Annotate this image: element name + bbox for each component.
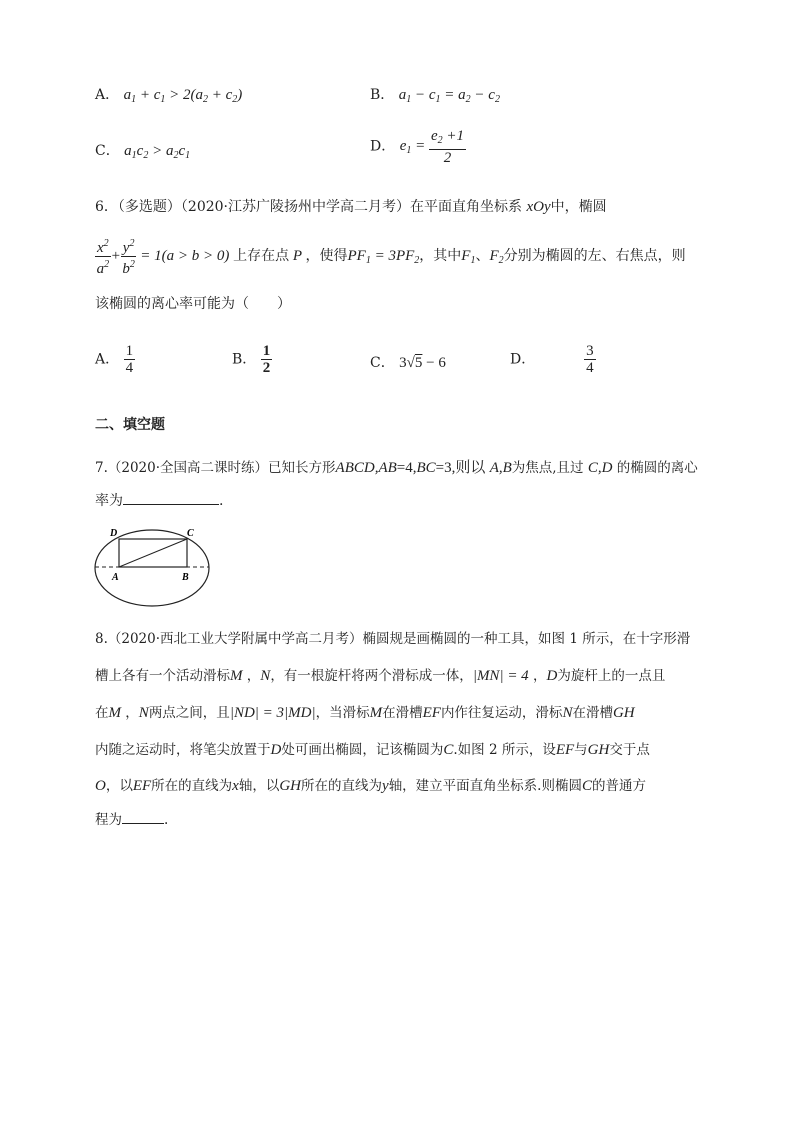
question-text: ，以 (105, 778, 133, 794)
q5-option-c (95, 140, 190, 161)
question-text: 两点之间，且 (148, 705, 230, 721)
q8-line5 (95, 774, 646, 795)
option-label: B． (232, 351, 257, 368)
math-expression: $a_1 + c_1 > 2(a_2 + c_2)$ (123, 87, 243, 105)
math-expression: $e_1$ = $\frac{e_2 +1}{2}$ (399, 128, 465, 166)
label-c: C (187, 528, 194, 539)
math-mn-length: |MN| = 4 (472, 668, 529, 684)
q5-option-a (95, 84, 242, 105)
math-f1: $F_1$ (461, 247, 476, 266)
question-text: . (164, 812, 169, 828)
math-m: M (230, 668, 243, 684)
answer-blank[interactable] (123, 490, 219, 505)
question-text: ，其中 (419, 247, 462, 264)
question-text: 与 (574, 742, 588, 758)
question-text: 在滑槽 (572, 705, 613, 721)
q8-line3: 在M ，N两点之间，且|ND| = 3|MD|，当滑标M在滑槽EF内作往复运动，滑标N在滑槽GH (95, 705, 635, 721)
math-pf-relation: $PF_1 = 3PF_2$ (347, 247, 420, 266)
section-title: 二、填空题 (95, 417, 165, 433)
math-ef: EF (132, 778, 152, 794)
math-fraction: $\frac{1}{4}$ (125, 343, 134, 376)
label-b: B (182, 572, 189, 583)
question-text: 上存在点 (233, 247, 290, 264)
math-n: N (138, 705, 149, 721)
q7-line2 (95, 490, 223, 510)
question-text: 处可画出椭圆，记该椭圆为 (281, 742, 444, 758)
q6-option-b (232, 343, 272, 376)
math-text: BC (416, 460, 436, 476)
math-c: C (581, 778, 592, 794)
math-o: O (95, 778, 106, 794)
option-label: C． (370, 355, 395, 371)
q6-line3 (95, 293, 291, 313)
q7-line1 (95, 456, 698, 477)
math-xoy: xOy (526, 199, 551, 215)
option-label: C． (95, 143, 120, 159)
question-text: 中，椭圆 (550, 199, 607, 215)
q6-option-a (95, 343, 135, 376)
ellipse (95, 530, 209, 606)
question-text: 分别为椭圆的左、右焦点，则 (503, 247, 686, 264)
math-ef: EF (422, 705, 441, 721)
math-gh: GH (612, 705, 635, 721)
q6-option-c (370, 352, 446, 372)
question-text: 内随之运动时，将笔尖放置于 (95, 742, 271, 758)
question-text: 槽上各有一个活动滑标 (95, 668, 230, 684)
question-text: ，当滑标 (315, 705, 370, 721)
question-text: .如图 2 所示，设 (453, 742, 556, 758)
question-text: 7.（2020·全国高二课时练）已知长方形 (95, 460, 336, 476)
question-text: ，使得 (305, 247, 348, 264)
question-text: 在滑槽 (382, 705, 423, 721)
question-text: 的椭圆的离心 (616, 460, 698, 476)
math-m: M (108, 705, 121, 721)
q6-option-d (510, 343, 596, 376)
math-f2: $F_2$ (489, 247, 504, 266)
option-label: D． (510, 351, 536, 368)
option-label: D． (370, 138, 396, 155)
q6-line2 (95, 236, 686, 277)
question-text: ，有一根旋杆将两个滑标成一体， (270, 668, 473, 684)
math-nd-relation: |ND| = 3|MD| (229, 705, 316, 721)
math-text: A,B (489, 460, 512, 476)
math-n: N (562, 705, 573, 721)
question-text: 程为 (95, 812, 122, 828)
math-x: x (232, 778, 239, 794)
option-label: B． (370, 87, 395, 103)
math-c: C (443, 742, 454, 758)
question-text: . (219, 493, 224, 509)
ellipse-rectangle-figure (90, 523, 218, 609)
math-n: N (260, 668, 271, 684)
answer-blank[interactable] (122, 809, 164, 824)
label-d: D (110, 528, 118, 539)
math-text: ABCD,AB (335, 460, 397, 476)
q5-option-b (370, 84, 500, 105)
question-text: 的普通方 (592, 778, 646, 794)
q8-line1 (95, 627, 690, 647)
math-expression: $a_1c_2 > a_2c_1$ (124, 143, 191, 161)
q8-line4 (95, 738, 650, 759)
math-text: C,D (587, 460, 613, 476)
question-text: 该椭圆的离心率可能为（ ） (95, 296, 291, 312)
math-gh: GH (279, 778, 302, 794)
question-text: 所在的直线为 (151, 778, 233, 794)
q8-line2: 槽上各有一个活动滑标M ，N，有一根旋杆将两个滑标成一体，|MN| = 4 ，D为旋杆上的一点且 (95, 668, 666, 684)
math-gh: GH (587, 742, 610, 758)
question-text: 为焦点,且过 (511, 460, 584, 476)
math-expression: $a_1 - c_1 = a_2 - c_2$ (398, 87, 500, 105)
q8-line6 (95, 808, 168, 828)
question-text: 、 (475, 247, 490, 264)
q5-option-d (370, 128, 466, 166)
question-text: 8.（2020·西北工业大学附属中学高二月考）椭圆规是画椭圆的一种工具，如图 1 所示，在十字形滑 (95, 631, 691, 647)
question-text: （多选题）（2020·江苏广陵扬州中学高二月考）在平面直角坐标系 (117, 199, 522, 215)
math-text: =4, (396, 460, 417, 476)
label-a: A (112, 572, 119, 583)
option-label: A． (95, 87, 120, 103)
math-fraction: $\frac{3}{4}$ (586, 343, 594, 376)
question-text: 为旋杆上的一点且 (557, 668, 666, 684)
question-text: 轴，建立平面直角坐标系.则椭圆 (388, 778, 582, 794)
math-p: P (289, 247, 306, 264)
option-label: A． (95, 351, 120, 368)
question-text: 轴，以 (238, 778, 280, 794)
math-fraction: $\frac{1}{2}$ (262, 343, 271, 376)
math-d: D (546, 668, 558, 684)
ellipse-equation: $\frac{x^2}{a^2}$ + $\frac{y^2}{b^2}$ = 1(a > b > 0) (96, 238, 230, 277)
q6-line1 (95, 196, 607, 216)
question-text: 率为 (95, 493, 123, 509)
math-m: M (369, 705, 383, 721)
math-expression: 3√5 − 6 (399, 355, 446, 371)
math-y: y (382, 778, 389, 794)
math-text: =3,则以 (435, 460, 486, 476)
question-text: 内作往复运动，滑标 (440, 705, 563, 721)
question-text: 所在的直线为 (301, 778, 383, 794)
math-d: D (270, 742, 282, 758)
math-ef: EF (555, 742, 575, 758)
question-number: 6． (95, 199, 118, 215)
question-text: 交于点 (609, 742, 650, 758)
diagonal (119, 539, 187, 567)
question-text: 在 (95, 705, 109, 721)
